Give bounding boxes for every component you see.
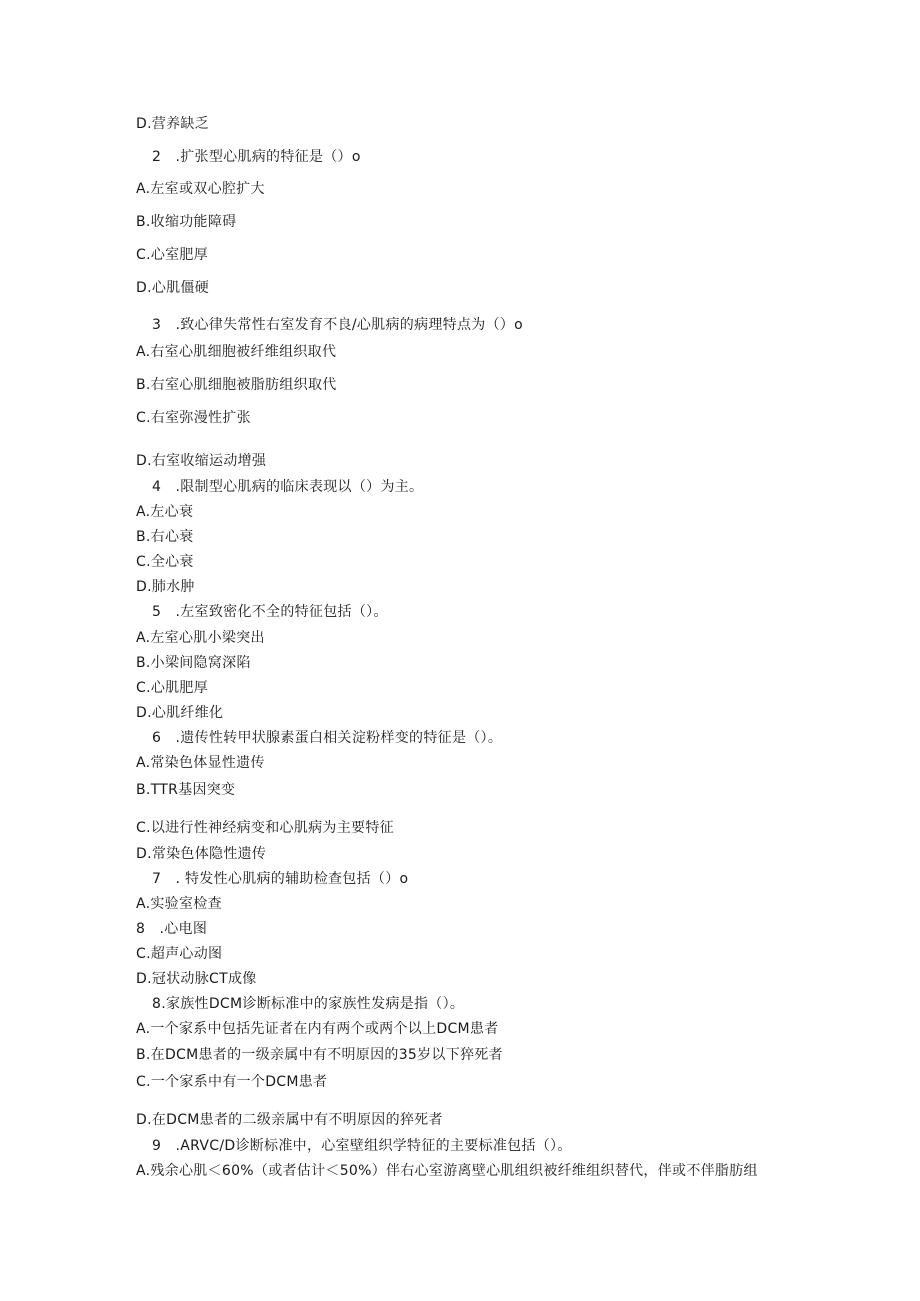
option-text: D.右室收缩运动增强: [136, 453, 267, 469]
option-text: B.TTR基因突变: [136, 782, 236, 798]
option-text: D.在DCM患者的二级亲属中有不明原因的猝死者: [136, 1112, 443, 1128]
option-text: A.左心衰: [136, 504, 194, 520]
option-text: C.以进行性神经病变和心肌病为主要特征: [136, 820, 394, 836]
option-text: A.左室心肌小梁突出: [136, 630, 265, 646]
option-text: C.一个家系中有一个DCM患者: [136, 1074, 328, 1090]
option-text: B.收缩功能障碍: [136, 214, 237, 230]
question-text: 6 .遗传性转甲状腺素蛋白相关淀粉样变的特征是（）。: [152, 730, 503, 746]
option-text: B.右心衰: [136, 529, 194, 545]
question-text: 2 .扩张型心肌病的特征是（）o: [152, 149, 361, 165]
option-text: D.冠状动脉CT成像: [136, 971, 257, 987]
option-text: B.在DCM患者的一级亲属中有不明原因的35岁以下猝死者: [136, 1047, 503, 1063]
option-text: A.实验室检查: [136, 896, 222, 912]
option-text: C.超声心动图: [136, 946, 223, 962]
option-text: D.肺水肿: [136, 579, 195, 595]
question-text: 4 .限制型心肌病的临床表现以（）为主。: [152, 479, 424, 495]
option-text: 8 .心电图: [136, 921, 208, 937]
option-text: D.营养缺乏: [136, 116, 210, 132]
option-text: A.一个家系中包括先证者在内有两个或两个以上DCM患者: [136, 1021, 499, 1037]
option-text: D.心肌纤维化: [136, 705, 224, 721]
option-text: A.左室或双心腔扩大: [136, 181, 265, 197]
option-text: A.常染色体显性遗传: [136, 755, 265, 771]
question-text: 8.家族性DCM诊断标准中的家族性发病是指（）。: [152, 996, 465, 1012]
option-text: B.小梁间隐窝深陷: [136, 655, 251, 671]
question-text: 7 . 特发性心肌病的辅助检查包括（）o: [152, 871, 409, 887]
question-text: 9 .ARVC/D诊断标准中，心室壁组织学特征的主要标准包括（）。: [152, 1138, 572, 1154]
option-text: C.右室弥漫性扩张: [136, 410, 251, 426]
option-text: C.心肌肥厚: [136, 680, 209, 696]
option-text: C.全心衰: [136, 554, 194, 570]
option-text: A.右室心肌细胞被纤维组织取代: [136, 344, 337, 360]
option-text: A.残余心肌＜60%（或者估计＜50%）伴右心室游离壁心肌组织被纤维组织替代，伴或不伴脂肪组: [136, 1163, 758, 1179]
option-text: D.常染色体隐性遗传: [136, 846, 267, 862]
question-text: 3 .致心律失常性右室发育不良/心肌病的病理特点为（）o: [152, 317, 524, 333]
option-text: C.心室肥厚: [136, 247, 209, 263]
option-text: D.心肌僵硬: [136, 280, 210, 296]
question-text: 5 .左室致密化不全的特征包括（）。: [152, 604, 388, 620]
option-text: B.右室心肌细胞被脂肪组织取代: [136, 377, 337, 393]
